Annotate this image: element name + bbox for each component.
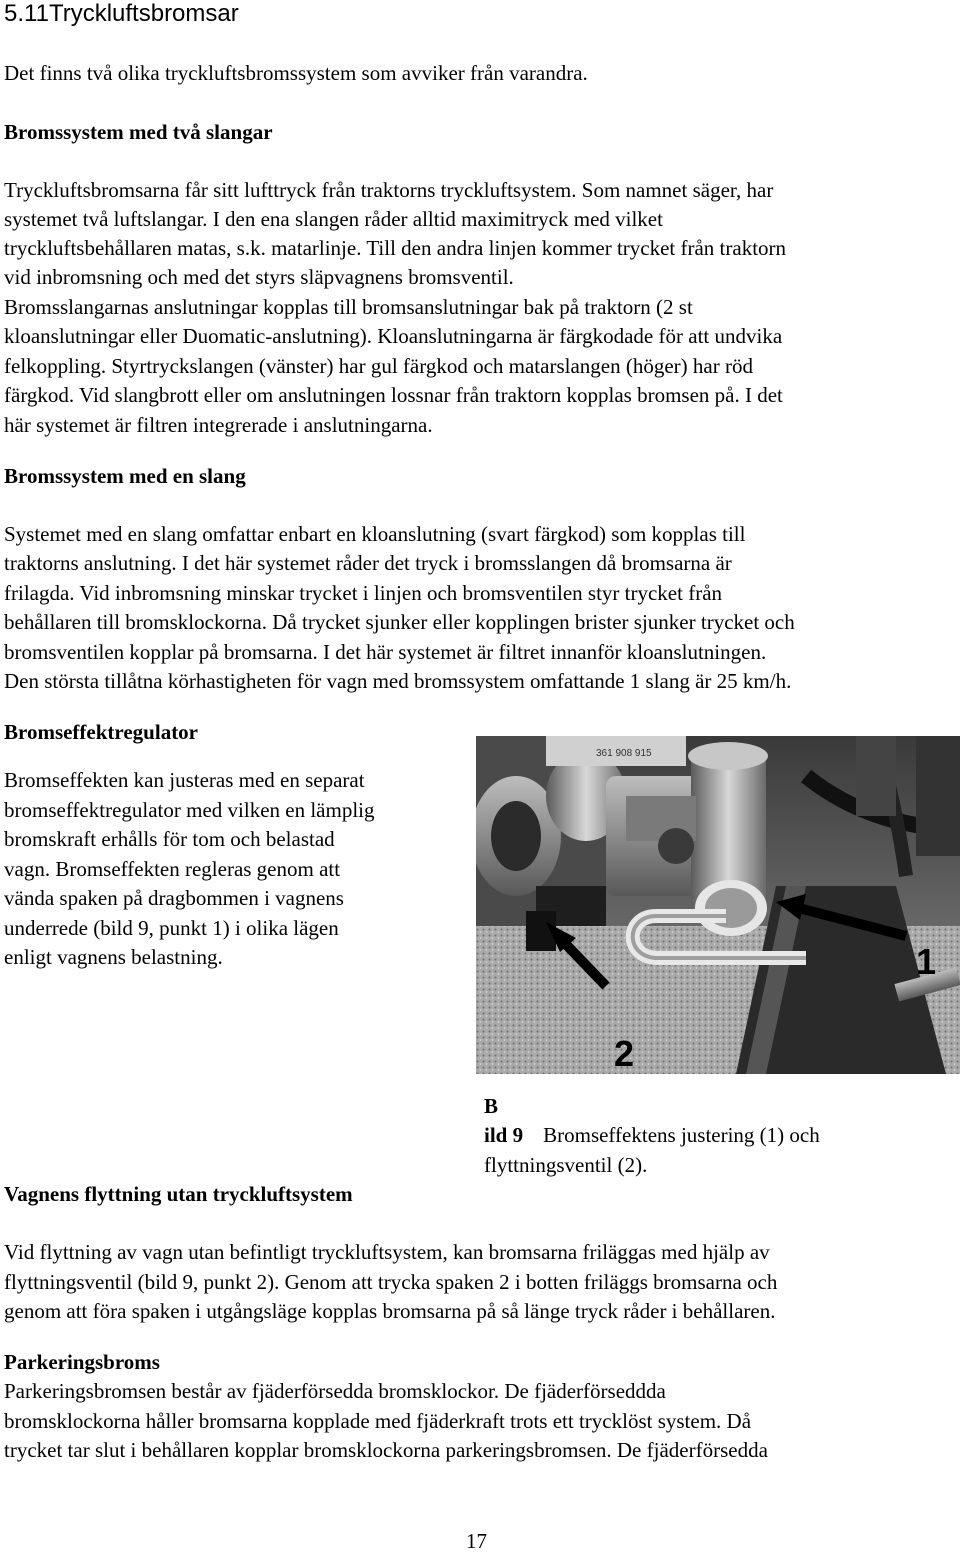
section-title: Tryckluftsbromsar [48,0,239,27]
parking-heading: Parkeringsbroms [4,1350,160,1374]
one-hose-heading: Bromssystem med en slang [4,464,246,488]
section-number: 5.11 [4,0,49,27]
caption-b: B [484,1094,499,1118]
two-hose-line: färgkod. Vid slangbrott eller om anslutningen lossnar från traktorn kopplas bromsen på. I det [4,383,783,407]
section-heading [4,0,239,28]
regulator-line: enligt vagnens belastning. [4,945,223,969]
moving-heading: Vagnens flyttning utan tryckluftsystem [4,1182,353,1206]
caption-number: ild 9 [484,1123,524,1147]
one-hose-line: behållaren till bromsklockorna. Då trycket sjunker eller kopplingen brister sjunker trycket och [4,610,795,634]
two-hose-line: vid inbromsning och med det styrs släpvagnens bromsventil. [4,265,514,289]
two-hose-heading: Bromssystem med två slangar [4,120,273,144]
two-hose-line: felkoppling. Styrtryckslangen (vänster) har gul färgkod och matarslangen (höger) har röd [4,354,753,378]
two-hose-line: här systemet är filtren integrerade i anslutningarna. [4,413,433,437]
intro-paragraph: Det finns två olika tryckluftsbromssystem som avviker från varandra. [4,61,588,85]
parking-line: bromsklockorna håller bromsarna kopplade med fjäderkraft trots ett trycklöst system. Då [4,1409,752,1433]
figure-label-2: 2 [614,1033,635,1074]
valve-plate-text: 361 908 915 [596,748,652,759]
moving-line: Vid flyttning av vagn utan befintligt tryckluftsystem, kan bromsarna friläggas med hjälp av [4,1240,770,1264]
moving-line: genom att föra spaken i utgångsläge kopplas bromsarna på så länge tryck råder i behållaren. [4,1299,776,1323]
one-hose-line: traktorns anslutning. I det här systemet råder det tryck i bromsslangen då bromsarna är [4,551,732,575]
one-hose-line: bromsventilen kopplar på bromsarna. I det här systemet är filtret innanför kloanslutningen. [4,640,767,664]
two-hose-line: systemet två luftslangar. I den ena slangen råder alltid maximitryck med vilket [4,207,663,231]
moving-line: flyttningsventil (bild 9, punkt 2). Genom att trycka spaken 2 i botten friläggs bromsarna och [4,1270,778,1294]
regulator-line: Bromseffekten kan justeras med en separat [4,768,365,792]
figure-photo [476,736,960,1074]
parking-line: Parkeringsbromsen består av fjäderförsedda bromsklockor. De fjäderförseddda [4,1379,666,1403]
regulator-heading: Bromseffektregulator [4,720,199,744]
regulator-line: vagn. Bromseffekten regleras genom att [4,857,341,881]
regulator-line: bromskraft erhålls för tom och belastad [4,827,335,851]
one-hose-line: frilagda. Vid inbromsning minskar trycket i linjen och bromsventilen styr trycket från [4,581,723,605]
two-hose-line: tryckluftsbehållaren matas, s.k. matarlinje. Till den andra linjen kommer trycket från traktorn [4,236,787,260]
two-hose-line: kloanslutningar eller Duomatic-anslutning). Kloanslutningarna är färgkodade för att undvika [4,324,783,348]
regulator-line: underrede (bild 9, punkt 1) i olika lägen [4,916,339,940]
brake-valve-illustration [476,736,960,1074]
regulator-line: bromseffektregulator med vilken en lämplig [4,798,375,822]
caption-text: Bromseffektens justering (1) och [543,1123,820,1147]
page-number: 17 [466,1529,487,1553]
regulator-line: vända spaken på dragbommen i vagnens [4,886,344,910]
one-hose-line: Systemet med en slang omfattar enbart en kloanslutning (svart färgkod) som kopplas till [4,522,746,546]
caption-text-line2: flyttningsventil (2). [484,1153,648,1177]
two-hose-line: Bromsslangarnas anslutningar kopplas till bromsanslutningar bak på traktorn (2 st [4,295,693,319]
one-hose-line: Den största tillåtna körhastigheten för vagn med bromssystem omfattande 1 slang är 25 km/h. [4,669,792,693]
two-hose-line: Tryckluftsbromsarna får sitt lufttryck från traktorns tryckluftsystem. Som namnet säger, har [4,178,774,202]
figure-caption [484,1121,820,1150]
figure-label-1: 1 [916,941,937,982]
parking-line: trycket tar slut i behållaren kopplar bromsklockorna parkeringsbromsen. De fjäderförsedda [4,1438,768,1462]
